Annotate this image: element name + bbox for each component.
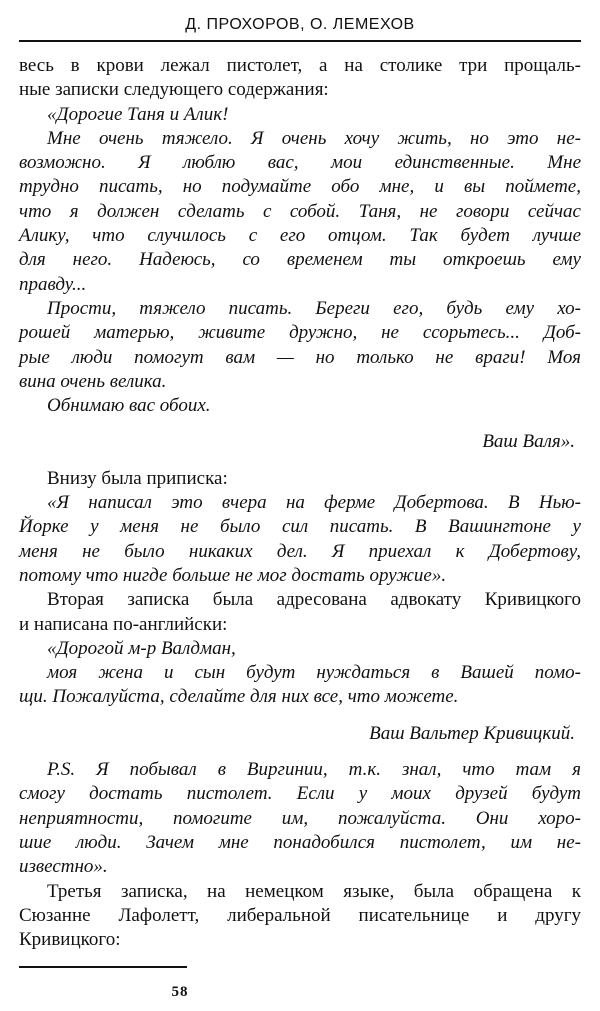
header-rule — [19, 40, 581, 42]
text-line: Внизу была приписка: — [47, 467, 228, 489]
text-line: рые люди помогут вам — но только не враги! Моя — [19, 346, 581, 368]
running-header: Д. ПРОХОРОВ, О. ЛЕМЕХОВ — [185, 16, 415, 33]
text-line: правду... — [19, 273, 87, 295]
page-number: 58 — [171, 984, 189, 1000]
spacer — [19, 746, 581, 758]
text-line: Кривицкого: — [19, 929, 121, 951]
text-line: моя жена и сын будут нуждаться в Вашей помо- — [47, 662, 581, 684]
text-line: шие люди. Зачем мне понадобился пистолет, им не- — [19, 831, 581, 853]
text-line: известно». — [19, 856, 108, 878]
text-line: щи. Пожалуйста, сделайте для них все, что можете. — [19, 686, 459, 708]
text-line: «Я написал это вчера на ферме Добертова. В Нью- — [47, 492, 581, 514]
letter-signature: Ваш Вальтер Кривицкий. — [369, 722, 575, 744]
text-line: ные записки следующего содержания: — [19, 79, 329, 101]
letter-salutation: «Дорогой м-р Валдман, — [47, 637, 236, 659]
text-line: смогу достать пистолет. Если у моих друзей будут — [19, 783, 581, 805]
letter-signature: Ваш Валя». — [482, 431, 575, 453]
text-line: трудно писать, но подумайте обо мне, и вы поймете, — [19, 176, 581, 198]
spacer — [19, 418, 581, 430]
text-line: и написана по-английски: — [19, 613, 228, 635]
text-line: неприятности, помогите им, пожалуйста. Они хоро- — [19, 807, 581, 829]
text-line: Третья записка, на немецком языке, была обращена к — [47, 880, 581, 902]
text-line: меня не было никаких дел. Я приехал к Добертову, — [19, 540, 581, 562]
text-line: для него. Надеюсь, со временем ты откроешь ему — [19, 249, 581, 271]
letter-salutation: «Дорогие Таня и Алик! — [47, 103, 229, 125]
page-body — [19, 54, 581, 952]
text-line: возможно. Я люблю вас, мои единственные. Мне — [19, 152, 581, 174]
text-line: Прости, тяжело писать. Береги его, будь ему хо- — [47, 297, 581, 319]
text-line: P.S. Я побывал в Виргинии, т.к. знал, что там я — [47, 759, 581, 781]
text-line: Сюзанне Лафолетт, либеральной писательнице и другу — [19, 904, 581, 926]
spacer — [19, 455, 581, 467]
text-line: Йорке у меня не было сил писать. В Вашингтоне у — [19, 516, 581, 538]
text-line: Вторая записка была адресована адвокату Кривицкого — [47, 589, 581, 611]
spacer — [19, 710, 581, 722]
text-line: Алику, что случилось с его отцом. Так будет лучше — [19, 225, 581, 247]
footnote-rule — [19, 966, 187, 968]
text-line: что я должен сделать с собой. Таня, не говори сейчас — [19, 200, 581, 222]
text-line: рошей матерью, живите дружно, не ссорьтесь... Доб- — [19, 322, 581, 344]
text-line: Обнимаю вас обоих. — [47, 395, 211, 417]
text-line: весь в крови лежал пистолет, а на столике три прощаль- — [19, 55, 581, 76]
text-line: потому что нигде больше не мог достать оружие». — [19, 564, 447, 586]
text-line: Мне очень тяжело. Я очень хочу жить, но это не- — [47, 127, 581, 149]
text-line: вина очень велика. — [19, 370, 167, 392]
